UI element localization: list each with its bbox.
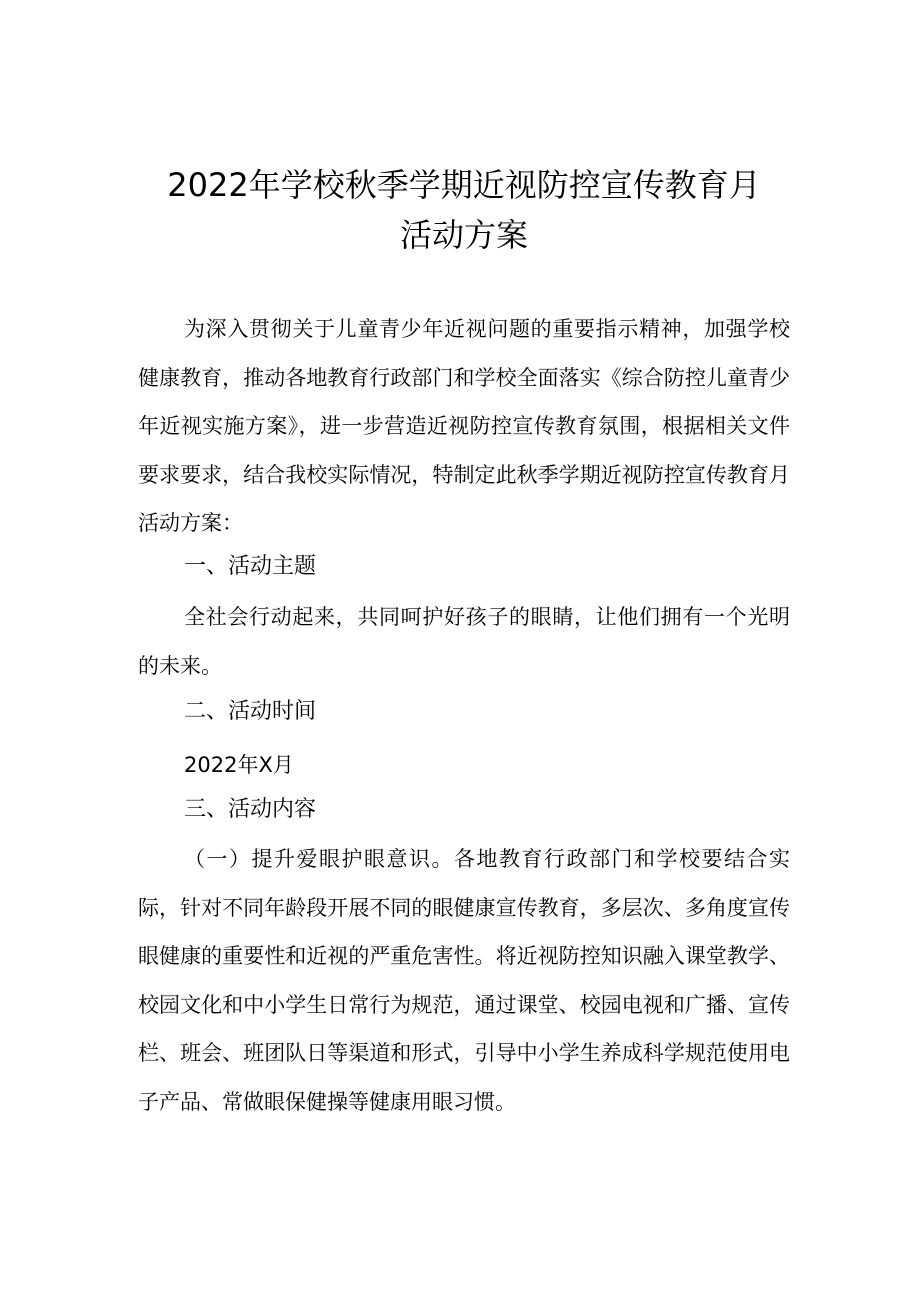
section-heading-content: 三、活动内容 <box>184 797 317 822</box>
document-page <box>138 0 790 1301</box>
title-line-2: 活动方案 <box>399 216 528 254</box>
section-heading-time: 二、活动时间 <box>184 699 317 724</box>
section-text-content: （一）提升爱眼护眼意识。各地教育行政部门和学校要结合实际，针对不同年龄段开展不同的眼健康宣传教育，多层次、多角度宣传眼健康的重要性和近视的严重危害性。将近视防控知识融入课堂教学、校园文化和中小学生日常行为规范，通过课堂、校园电视和广播、宣传栏、班会、班团队日等渠道和形式，引导中小学生养成科学规范使用电子产品、常做眼保健操等健康用眼习惯。 <box>138 847 790 1114</box>
section-text-theme: 全社会行动起来，共同呵护好孩子的眼睛，让他们拥有一个光明的未来。 <box>138 605 790 678</box>
section-heading-theme: 一、活动主题 <box>184 554 317 579</box>
intro-paragraph: 为深入贯彻关于儿童青少年近视问题的重要指示精神，加强学校健康教育，推动各地教育行政部门和学校全面落实《综合防控儿童青少年近视实施方案》，进一步营造近视防控宣传教育氛围，根据相关文件要求要求，结合我校实际情况，特制定此秋季学期近视防控宣传教育月活动方案： <box>138 317 790 535</box>
section-text-time: 2022年X月 <box>184 753 294 777</box>
document-title <box>118 160 810 260</box>
title-line-1: 2022年学校秋季学期近视防控宣传教育月 <box>167 166 761 204</box>
